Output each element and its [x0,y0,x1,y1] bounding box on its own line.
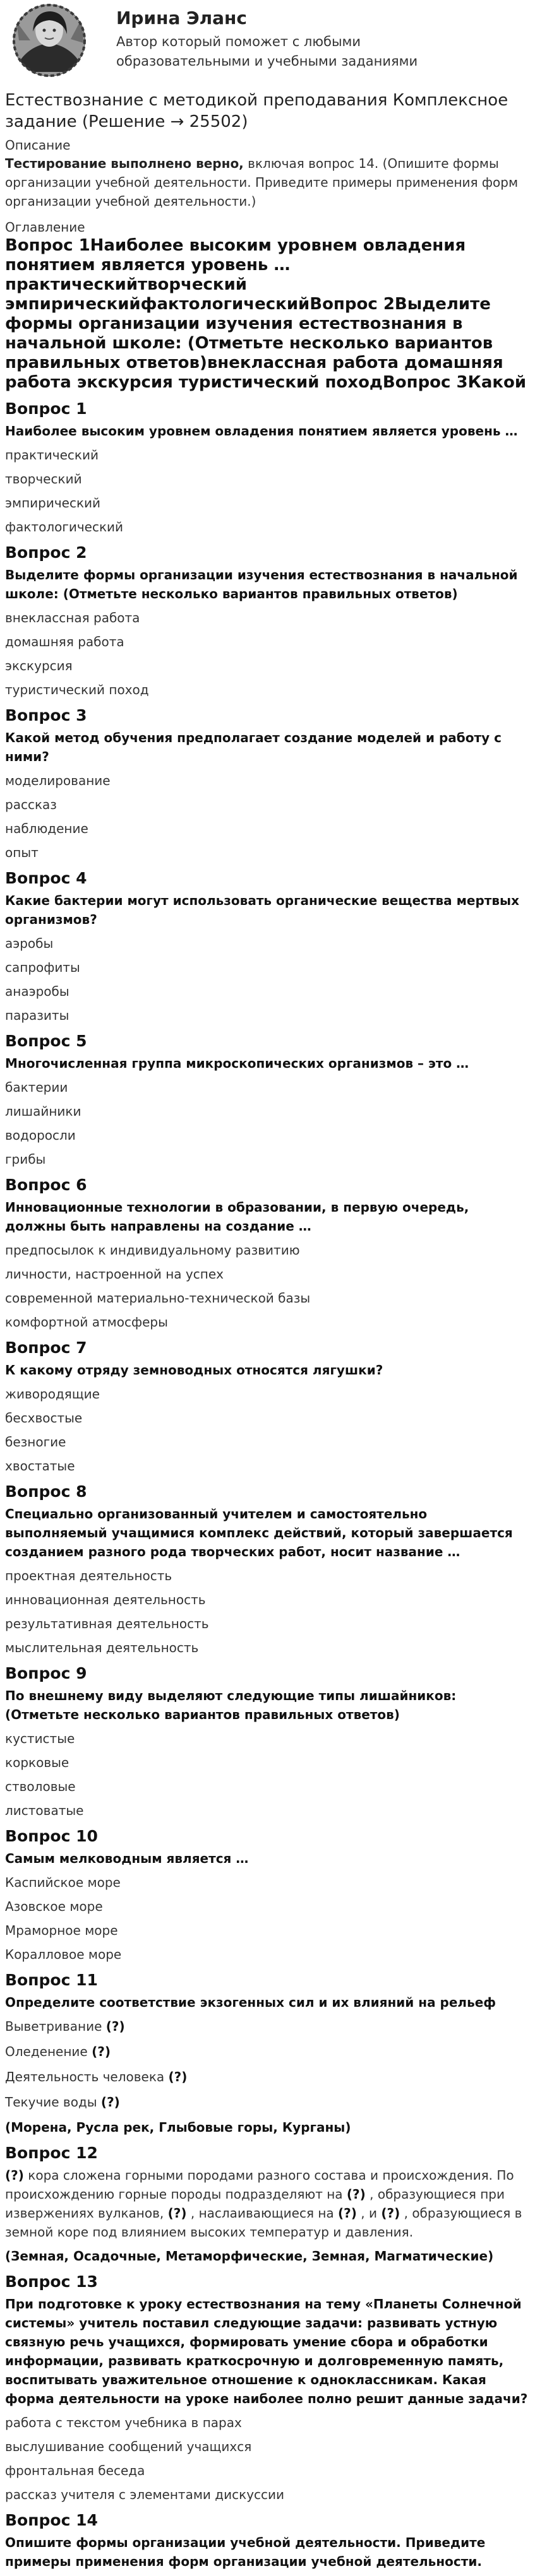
question-text: Опишите формы организации учебной деятельности. Приведите примеры применения форм организации учебной деятельности. [5,2535,486,2569]
description-label: Описание [5,138,71,153]
author-description: Автор который поможет с любыми образовательными и учебными заданиями [116,34,418,69]
toc-label: Оглавление [5,220,85,235]
question-text: Специально организованный учителем и самостоятельно выполняемый учащимися комплекс действий, который завершается созданием разного рода творческих работ, носит название … [5,1506,513,1559]
answer-option[interactable]: проектная деятельность [5,1568,172,1583]
answer-option[interactable]: грибы [5,1152,46,1167]
question-3 [5,706,530,862]
page-title: Естествознание с методикой преподавания Комплексное задание (Решение → 25502) [5,91,508,131]
question-9 [5,1663,530,1820]
question-text: Наиболее высоким уровнем овладения понятием является уровень … [5,423,518,439]
answer-option[interactable]: безногие [5,1434,66,1450]
options-list [5,2413,530,2504]
options-list [5,1385,530,1475]
author-info [116,3,495,71]
question-title: Вопрос 12 [5,2144,98,2162]
match-select[interactable]: (?) [105,2019,125,2034]
answer-option[interactable]: фактологический [5,519,124,535]
question-text: Какой метод обучения предполагает создание моделей и работу с ними? [5,730,502,764]
answer-option[interactable]: рассказ [5,797,57,812]
match-item [5,2017,530,2036]
question-1 [5,399,530,536]
fill-text-part: , и [356,2206,382,2221]
blank-mark[interactable]: (?) [167,2206,187,2221]
options-list [5,1566,530,1657]
author-name[interactable]: Ирина Эланс [116,8,247,28]
question-text: При подготовке к уроку естествознания на тему «Планеты Солнечной системы» учитель поставил следующие задачи: развивать устную связную речь учащихся, формировать умение сбора и обработки информации, развивать краткосрочную и долговременную память, воспитывать уважительное отношение к одноклассникам. Какая форма деятельности на уроке наиболее полно решит данные задачи? [5,2296,528,2406]
answer-option[interactable]: стволовые [5,1779,76,1794]
question-text: Многочисленная группа микроскопических организмов – это … [5,1056,469,1071]
blank-mark[interactable]: (?) [381,2206,400,2221]
answer-option[interactable]: работа с текстом учебника в парах [5,2415,242,2430]
answer-option[interactable]: предпосылок к индивидуальному развитию [5,1243,300,1258]
answer-option[interactable]: мыслительная деятельность [5,1640,199,1655]
description-rest: включая вопрос 14. (Опишите формы организации учебной деятельности. Приведите примеры применения форм организации учебной деятельности.) [5,156,519,209]
match-select[interactable]: (?) [92,2044,111,2059]
fill-in-text [5,2166,530,2242]
options-list [5,934,530,1025]
answer-option[interactable]: водоросли [5,1128,76,1143]
match-item-label: Текучие воды [5,2094,97,2110]
answer-option[interactable]: Каспийское море [5,1875,121,1890]
answer-option[interactable]: фронтальная беседа [5,2463,145,2478]
question-13 [5,2272,530,2504]
question-title: Вопрос 9 [5,1664,87,1682]
fill-text-part: , наслаивающиеся на [186,2206,339,2221]
question-7 [5,1338,530,1475]
answer-option[interactable]: Азовское море [5,1899,103,1914]
author-header [5,0,530,78]
blank-mark[interactable]: (?) [338,2206,357,2221]
answer-option[interactable]: бесхвостые [5,1410,83,1426]
question-4 [5,868,530,1025]
question-text: Инновационные технологии в образовании, в первую очередь, должны быть направлены на создание … [5,1200,469,1234]
match-item [5,2042,530,2061]
question-title: Вопрос 3 [5,706,87,724]
question-10 [5,1826,530,1964]
question-text: Самым мелководным является … [5,1851,249,1866]
answer-option[interactable]: рассказ учителя с элементами дискуссии [5,2487,285,2502]
match-item-label: Оледенение [5,2044,88,2059]
answer-option[interactable]: практический [5,447,99,463]
question-5 [5,1031,530,1169]
question-14 [5,2510,530,2571]
blank-mark[interactable]: (?) [346,2187,366,2202]
answer-option[interactable]: живородящие [5,1386,100,1402]
fill-text-part: кора сложена горными породами разного состава и происхождения. По происхождению горные породы подразделяют на [5,2168,514,2202]
question-title: Вопрос 4 [5,869,87,887]
fill-text-part: , образующиеся при извержениях вулканов, [5,2187,505,2221]
match-item-label: Выветривание [5,2019,102,2034]
answer-option[interactable]: результативная деятельность [5,1616,209,1631]
answer-option[interactable]: Коралловое море [5,1947,122,1962]
question-text: Какие бактерии могут использовать органические вещества мертвых организмов? [5,893,520,927]
answer-option[interactable]: личности, настроенной на успех [5,1267,224,1282]
answer-option[interactable]: туристический поход [5,682,149,697]
answer-options: (Морена, Русла рек, Глыбовые горы, Курганы) [5,2120,351,2135]
options-list [5,1729,530,1820]
question-title: Вопрос 7 [5,1338,87,1357]
question-title: Вопрос 11 [5,1971,98,1989]
question-text: По внешнему виду выделяют следующие типы лишайников: (Отметьте несколько вариантов правильных ответов) [5,1688,457,1722]
answer-option[interactable]: творческий [5,471,82,487]
question-title: Вопрос 8 [5,1482,87,1501]
answer-option[interactable]: кустистые [5,1731,75,1746]
answer-option[interactable]: аэробы [5,936,54,951]
questions-list [5,399,530,1964]
match-select[interactable]: (?) [100,2094,120,2110]
match-items [5,2017,530,2112]
answer-option[interactable]: Мраморное море [5,1923,118,1938]
answer-option[interactable]: анаэробы [5,984,69,999]
answer-option[interactable]: лишайники [5,1104,81,1119]
answer-option[interactable]: эмпирический [5,495,101,511]
answer-option[interactable]: современной материально-технической базы [5,1291,311,1306]
question-title: Вопрос 2 [5,543,87,562]
question-text: Выделите формы организации изучения естествознания в начальной школе: (Отметьте несколько вариантов правильных ответов) [5,567,518,601]
options-list [5,1873,530,1964]
question-2 [5,543,530,699]
options-list [5,1241,530,1332]
avatar[interactable] [5,3,100,78]
options-list [5,771,530,862]
answer-option[interactable]: комфортной атмосферы [5,1315,168,1330]
answer-option[interactable]: хвостатые [5,1458,75,1474]
answer-option[interactable]: выслушивание сообщений учащихся [5,2439,252,2454]
answer-options: (Земная, Осадочные, Метаморфические, Земная, Магматические) [5,2248,494,2264]
options-list [5,1078,530,1169]
match-item-label: Деятельность человека [5,2069,165,2084]
avatar-image-icon [5,3,100,78]
match-item [5,2067,530,2086]
question-text: К какому отряду земноводных относятся лягушки? [5,1362,383,1378]
question-title: Вопрос 10 [5,1827,98,1845]
answer-option[interactable]: домашняя работа [5,634,124,649]
blank-mark[interactable]: (?) [5,2168,24,2183]
question-11 [5,1970,530,2137]
question-title: Вопрос 1 [5,399,87,418]
options-list [5,446,530,536]
question-12 [5,2143,530,2266]
answer-option[interactable]: экскурсия [5,658,73,673]
answer-option[interactable]: бактерии [5,1080,68,1095]
answer-option[interactable]: сапрофиты [5,960,80,975]
description-bold: Тестирование выполнено верно, [5,156,244,171]
question-title: Вопрос 6 [5,1176,87,1194]
description-text [5,154,530,211]
answer-option[interactable]: опыт [5,845,39,860]
answer-option[interactable]: корковые [5,1755,69,1770]
question-text: Определите соответствие экзогенных сил и их влияний на рельеф [5,1995,496,2010]
answer-option[interactable]: моделирование [5,773,111,788]
question-6 [5,1175,530,1332]
question-title: Вопрос 13 [5,2272,98,2291]
question-title: Вопрос 5 [5,1032,87,1050]
answer-option[interactable]: внеклассная работа [5,610,140,625]
answer-option[interactable]: листоватые [5,1803,84,1818]
match-select[interactable]: (?) [168,2069,188,2084]
answer-option[interactable]: наблюдение [5,821,88,836]
question-title: Вопрос 14 [5,2511,98,2529]
toc-text: Вопрос 1Наиболее высоким уровнем овладения понятием является уровень …практическийтворческий эмпирическийфактологическийВопрос 2Выделите формы организации изучения естествознания в начальной школе: (Отметьте несколько вариантов правильных ответов)внеклассная работа домашняя работа экскурсия туристический походВопрос 3Какой [5,236,527,392]
fill-text-part: , образующиеся в земной коре под влиянием высоких температур и давления. [5,2206,522,2240]
options-list [5,608,530,699]
answer-option[interactable]: инновационная деятельность [5,1592,206,1607]
answer-option[interactable]: паразиты [5,1008,69,1023]
question-8 [5,1482,530,1657]
match-item [5,2093,530,2112]
